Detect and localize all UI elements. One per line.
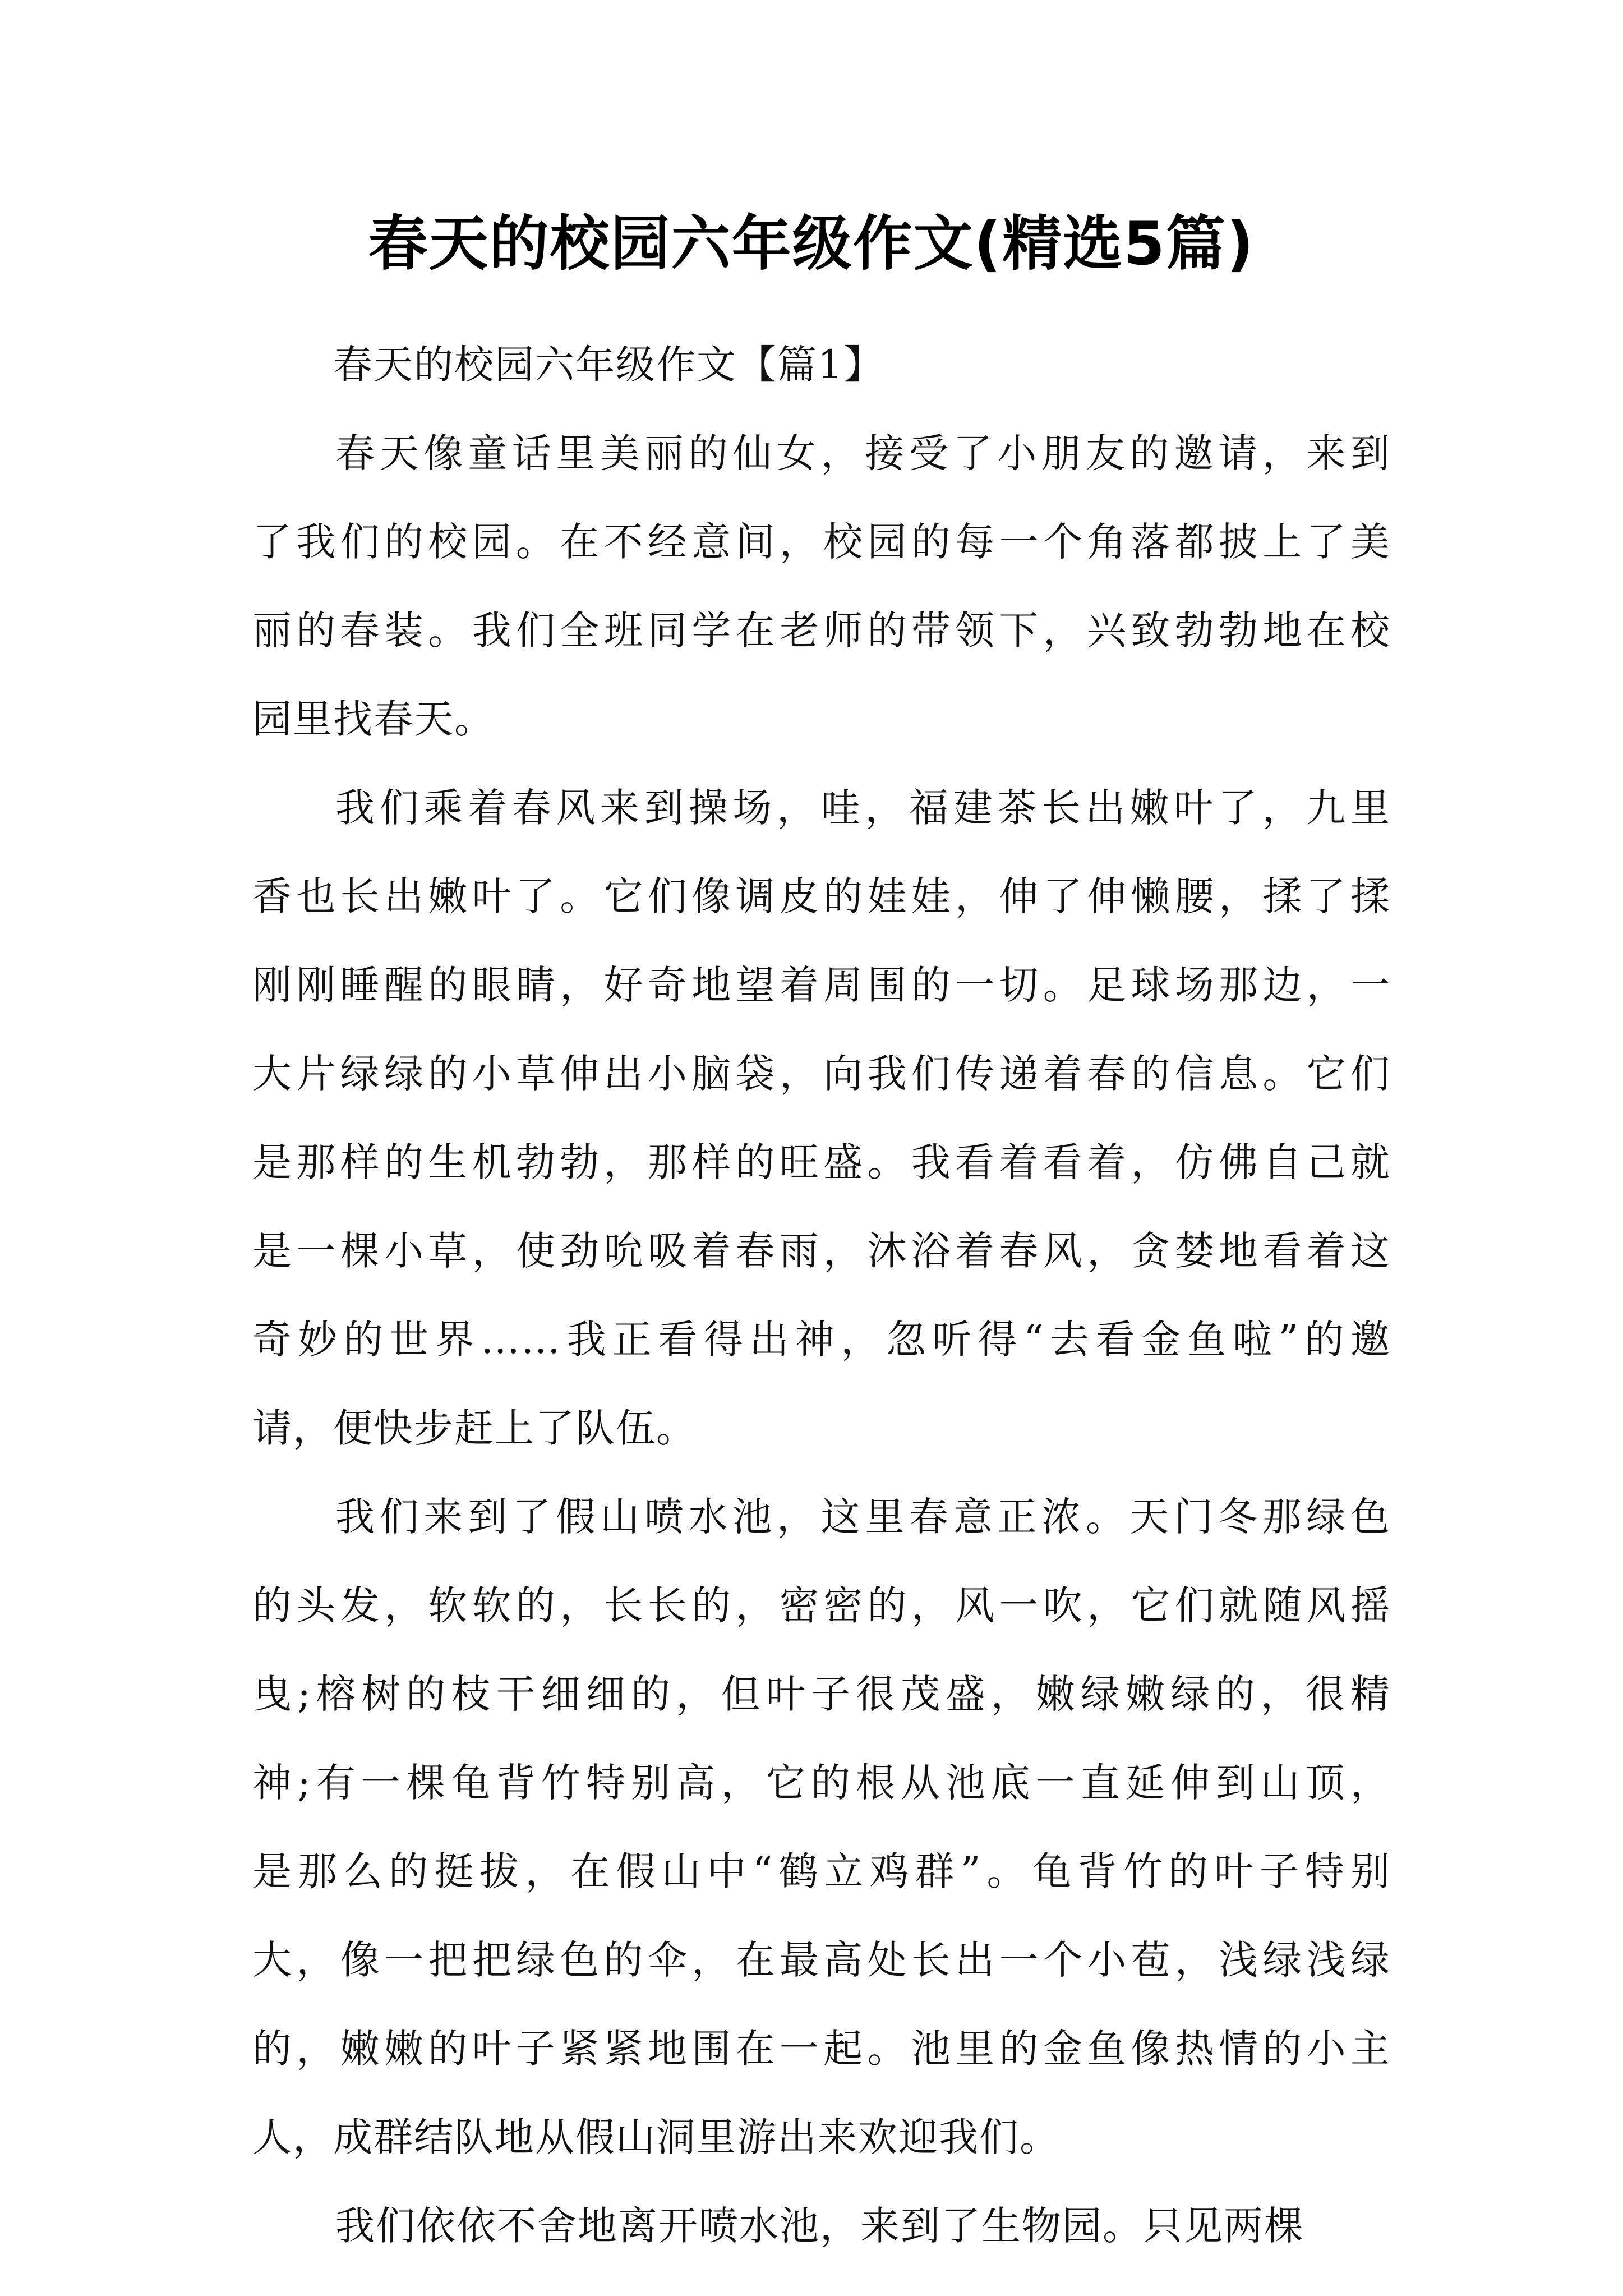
- paragraph-line: 的头发，软软的，长长的，密密的，风一吹，它们就随风摇: [252, 1582, 1391, 1628]
- paragraph-line: 了我们的校园。在不经意间，校园的每一个角落都披上了美: [252, 519, 1391, 565]
- paragraph: [252, 1494, 1391, 2160]
- paragraph-line: 请，便快步赶上了队伍。: [252, 1405, 697, 1451]
- paragraph-line: 奇妙的世界……我正看得出神，忽听得“去看金鱼啦”的邀: [252, 1317, 1391, 1363]
- paragraph-line: 是一棵小草，使劲吮吸着春雨，沐浴着春风，贪婪地看着这: [252, 1228, 1391, 1274]
- section-heading: 春天的校园六年级作文【篇1】: [333, 342, 884, 388]
- paragraph-line: 刚刚睡醒的眼睛，好奇地望着周围的一切。足球场那边，一: [252, 962, 1391, 1008]
- paragraph-line: 是那么的挺拔，在假山中“鹤立鸡群”。龟背竹的叶子特别: [252, 1848, 1391, 1894]
- paragraph-line: 大，像一把把绿色的伞，在最高处长出一个小苞，浅绿浅绿: [252, 1937, 1391, 1983]
- paragraph-line: 我们依依不舍地离开喷水池，来到了生物园。只见两棵: [335, 2203, 1304, 2249]
- paragraph: [252, 431, 1391, 742]
- paragraph-line: 丽的春装。我们全班同学在老师的带领下，兴致勃勃地在校: [252, 608, 1391, 654]
- paragraph-line: 曳;榕树的枝干细细的，但叶子很茂盛，嫩绿嫩绿的，很精: [252, 1671, 1391, 1717]
- paragraph: [252, 2203, 1391, 2248]
- paragraph-line: 我们来到了假山喷水池，这里春意正浓。天门冬那绿色: [335, 1494, 1391, 1540]
- paragraph-line: 大片绿绿的小草伸出小脑袋，向我们传递着春的信息。它们: [252, 1051, 1391, 1097]
- paragraph-line: 的，嫩嫩的叶子紧紧地围在一起。池里的金鱼像热情的小主: [252, 2026, 1391, 2072]
- document-body: [252, 342, 1391, 2248]
- paragraph-line: 春天像童话里美丽的仙女，接受了小朋友的邀请，来到: [335, 430, 1391, 476]
- paragraph-line: 人，成群结队地从假山洞里游出来欢迎我们。: [252, 2114, 1060, 2160]
- paragraph-line: 神;有一棵龟背竹特别高，它的根从池底一直延伸到山顶，: [252, 1760, 1391, 1806]
- paragraph-line: 园里找春天。: [252, 696, 495, 742]
- paragraph-line: 是那样的生机勃勃，那样的旺盛。我看着看着，仿佛自己就: [252, 1139, 1391, 1185]
- document-title: 春天的校园六年级作文(精选5篇): [368, 209, 1255, 278]
- paragraph-list: [252, 431, 1391, 2248]
- paragraph-line: 香也长出嫩叶了。它们像调皮的娃娃，伸了伸懒腰，揉了揉: [252, 873, 1391, 919]
- paragraph-line: 我们乘着春风来到操场，哇，福建茶长出嫩叶了，九里: [335, 785, 1391, 831]
- paragraph: [252, 785, 1391, 1451]
